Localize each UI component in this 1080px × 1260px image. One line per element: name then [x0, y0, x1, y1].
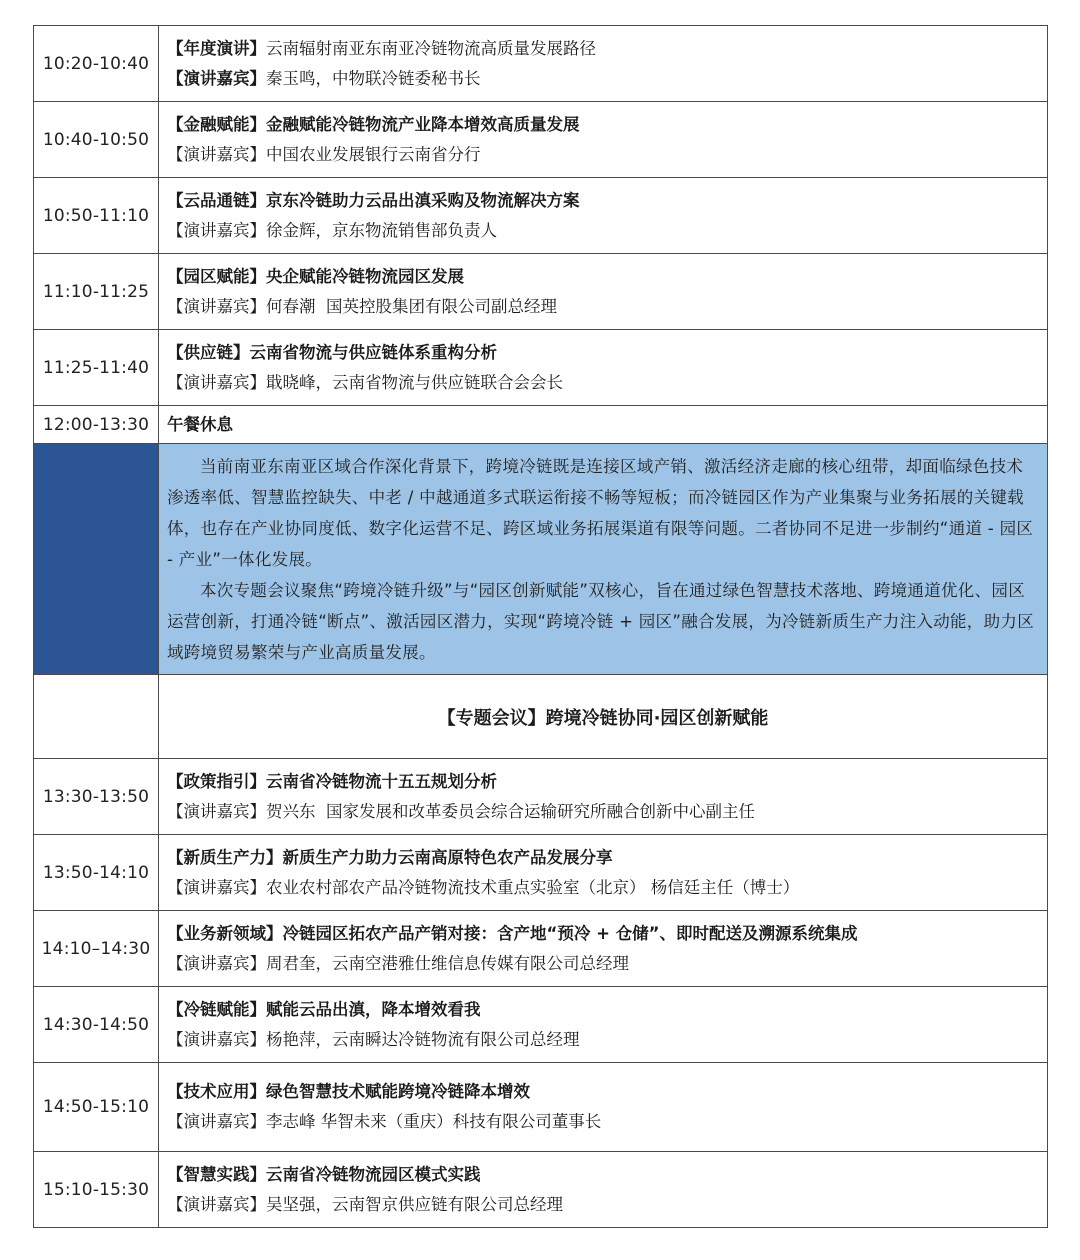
topic-tag: 【新质生产力】	[167, 847, 283, 867]
intro-row	[34, 444, 1048, 675]
agenda-item	[159, 911, 1048, 987]
topic-tag: 【冷链赋能】	[167, 999, 266, 1019]
agenda-row	[34, 835, 1048, 911]
agenda-row	[34, 254, 1048, 330]
speaker-tag: 【演讲嘉宾】	[167, 144, 266, 164]
speaker-tag: 【演讲嘉宾】	[167, 801, 266, 821]
agenda-item	[159, 330, 1048, 406]
speaker-tag: 【演讲嘉宾】	[167, 372, 266, 392]
topic-title: 云南省冷链物流园区模式实践	[266, 1164, 481, 1184]
agenda-table	[33, 25, 1048, 1228]
speaker-info: 秦玉鸣，中物联冷链委秘书长	[266, 68, 481, 88]
intro-paragraph: 当前南亚东南亚区域合作深化背景下，跨境冷链既是连接区域产销、激活经济走廊的核心纽带，却面临绿色技术渗透率低、智慧监控缺失、中老 / 中越通道多式联运衔接不畅等短板；而冷链园区作为产业集聚与业务拓展的关键载体，也存在产业协同度低、数字化运营不足、跨区域业务拓展渠道有限等问题。二者协同不足进一步制约“通道 - 园区 - 产业”一体化发展。	[167, 456, 1034, 569]
agenda-row	[34, 330, 1048, 406]
speaker-tag: 【演讲嘉宾】	[167, 953, 266, 973]
agenda-item	[159, 178, 1048, 254]
speaker-info: 戢晓峰，云南省物流与供应链联合会会长	[266, 372, 563, 392]
agenda-item	[159, 987, 1048, 1063]
session-title-row	[34, 675, 1048, 759]
agenda-item	[159, 759, 1048, 835]
speaker-tag: 【演讲嘉宾】	[167, 68, 266, 88]
topic-title: 金融赋能冷链物流产业降本增效高质量发展	[266, 114, 580, 134]
speaker-info: 李志峰 华智未来（重庆）科技有限公司董事长	[266, 1112, 602, 1131]
time-slot: 12:00-13:30	[34, 406, 159, 444]
session-title: 【专题会议】跨境冷链协同·园区创新赋能	[159, 675, 1048, 759]
time-slot: 14:30-14:50	[34, 987, 159, 1063]
topic-tag: 【年度演讲】	[167, 38, 266, 58]
agenda-row	[34, 911, 1048, 987]
topic-title: 冷链园区拓农产品产销对接：含产地“预冷 + 仓储”、即时配送及溯源系统集成	[282, 923, 858, 943]
speaker-tag: 【演讲嘉宾】	[167, 1112, 266, 1131]
agenda-item	[159, 835, 1048, 911]
topic-title: 云南省冷链物流十五五规划分析	[266, 771, 497, 791]
speaker-info: 中国农业发展银行云南省分行	[266, 144, 481, 164]
agenda-item	[159, 254, 1048, 330]
agenda-row	[34, 759, 1048, 835]
lunch-row	[34, 406, 1048, 444]
topic-tag: 【技术应用】	[167, 1082, 266, 1101]
speaker-info: 农业农村部农产品冷链物流技术重点实验室（北京） 杨信廷主任（博士）	[266, 877, 800, 897]
time-slot: 14:50-15:10	[34, 1063, 159, 1152]
speaker-tag: 【演讲嘉宾】	[167, 877, 266, 897]
topic-tag: 【政策指引】	[167, 771, 266, 791]
topic-tag: 【供应链】	[167, 342, 250, 362]
speaker-tag: 【演讲嘉宾】	[167, 220, 266, 240]
time-slot: 10:50-11:10	[34, 178, 159, 254]
topic-title: 云南省物流与供应链体系重构分析	[249, 342, 497, 362]
time-slot: 10:40-10:50	[34, 102, 159, 178]
empty-cell	[34, 675, 159, 759]
topic-title: 新质生产力助力云南高原特色农产品发展分享	[282, 847, 613, 867]
topic-title: 云南辐射南亚东南亚冷链物流高质量发展路径	[266, 38, 596, 58]
time-slot: 10:20-10:40	[34, 26, 159, 102]
agenda-row	[34, 26, 1048, 102]
intro-paragraph: 本次专题会议聚焦“跨境冷链升级”与“园区创新赋能”双核心，旨在通过绿色智慧技术落地、跨境通道优化、园区运营创新，打通冷链“断点”、激活园区潜力，实现“跨境冷链 + 园区”融合发展，为冷链新质生产力注入动能，助力区域跨境贸易繁荣与产业高质量发展。	[167, 580, 1035, 662]
speaker-info: 吴坚强，云南智京供应链有限公司总经理	[266, 1194, 563, 1214]
speaker-tag: 【演讲嘉宾】	[167, 296, 266, 316]
agenda-row	[34, 178, 1048, 254]
speaker-info: 何春潮 国英控股集团有限公司副总经理	[266, 296, 557, 316]
agenda-item	[159, 1063, 1048, 1152]
agenda-row	[34, 1152, 1048, 1228]
intro-text-block	[159, 444, 1048, 675]
speaker-info: 杨艳萍，云南瞬达冷链物流有限公司总经理	[266, 1029, 580, 1049]
time-slot: 15:10-15:30	[34, 1152, 159, 1228]
topic-title: 赋能云品出滇，降本增效看我	[266, 999, 481, 1019]
speaker-info: 周君奎，云南空港雅仕维信息传媒有限公司总经理	[266, 953, 629, 973]
time-slot: 11:10-11:25	[34, 254, 159, 330]
agenda-item	[159, 102, 1048, 178]
topic-tag: 【云品通链】	[167, 190, 266, 210]
speaker-tag: 【演讲嘉宾】	[167, 1194, 266, 1214]
agenda-item	[159, 1152, 1048, 1228]
agenda-row	[34, 1063, 1048, 1152]
lunch-label: 午餐休息	[167, 414, 233, 434]
speaker-info: 贺兴东 国家发展和改革委员会综合运输研究所融合创新中心副主任	[266, 801, 755, 821]
time-slot: 13:30-13:50	[34, 759, 159, 835]
topic-tag: 【智慧实践】	[167, 1164, 266, 1184]
topic-title: 京东冷链助力云品出滇采购及物流解决方案	[266, 190, 580, 210]
topic-title: 绿色智慧技术赋能跨境冷链降本增效	[266, 1082, 530, 1101]
time-slot: 14:10–14:30	[34, 911, 159, 987]
topic-title: 央企赋能冷链物流园区发展	[266, 266, 464, 286]
intro-accent-block	[34, 444, 159, 675]
agenda-row	[34, 987, 1048, 1063]
topic-tag: 【园区赋能】	[167, 266, 266, 286]
agenda-item	[159, 26, 1048, 102]
time-slot: 11:25-11:40	[34, 330, 159, 406]
time-slot: 13:50-14:10	[34, 835, 159, 911]
agenda-item	[159, 406, 1048, 444]
agenda-row	[34, 102, 1048, 178]
speaker-tag: 【演讲嘉宾】	[167, 1029, 266, 1049]
speaker-info: 徐金辉，京东物流销售部负责人	[266, 220, 497, 240]
topic-tag: 【金融赋能】	[167, 114, 266, 134]
topic-tag: 【业务新领域】	[167, 923, 283, 943]
